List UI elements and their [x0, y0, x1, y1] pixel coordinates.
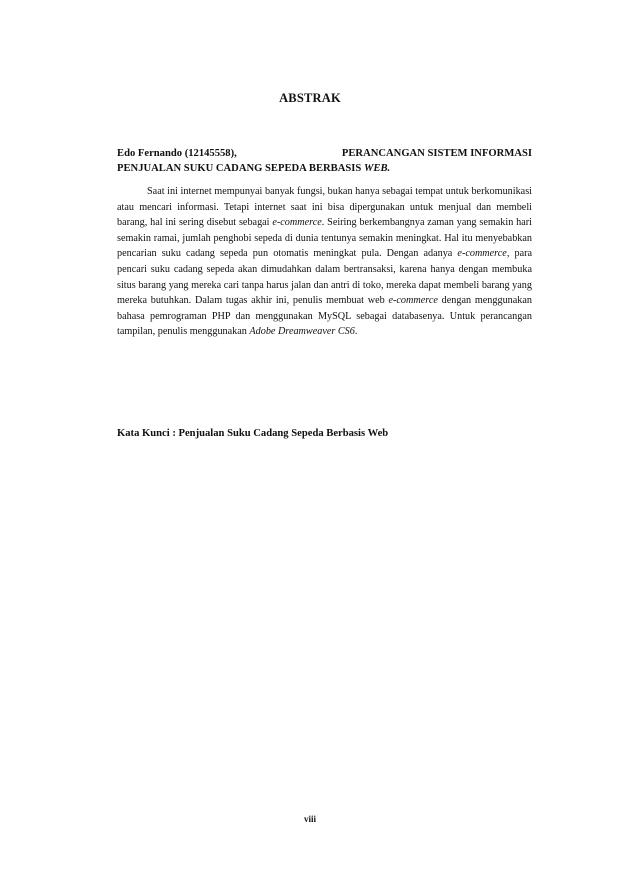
paragraph-segment-italic: e-commerce — [388, 295, 438, 307]
keywords-line: Kata Kunci : Penjualan Suku Cadang Sepeda Berbasis Web — [117, 428, 389, 439]
paragraph-segment: , para pencari suku cadang sepeda akan dimudahkan dalam bertransaksi, karena hanya dengan membuka situs barang yang mereka cari tanpa harus jalan dan antri di toko, mereka dapat membeli barang yang mereka butuhkan. Dalam tugas akhir ini, penulis membuat web — [117, 248, 533, 307]
paragraph-segment: dengan menggunakan bahasa pemrograman PHP dan menggunakan MySQL sebagai databasenya. Untuk perancangan tampilan, penulis menggunakan — [117, 295, 532, 338]
paragraph-segment-italic: e-commerce — [457, 248, 507, 260]
paragraph-segment: . Seiring berkembangnya zaman yang semakin hari semakin ramai, jumlah penghobi sepeda di dunia tentunya semakin meningkat. Hal itu menyebabkan pencarian suku cadang sepeda pun otomatis meningkat pula. Dengan adanya — [117, 217, 532, 260]
thesis-title-part-1: PERANCANGAN SISTEM INFORMASI — [341, 148, 532, 159]
thesis-title-part-2: PENJUALAN SUKU CADANG SEPEDA BERBASIS — [117, 163, 362, 174]
abstract-header — [117, 146, 532, 176]
page-number: viii — [303, 814, 316, 824]
abstract-title: ABSTRAK — [279, 91, 341, 105]
paragraph-segment-italic: Adobe Dreamweaver CS6 — [249, 326, 355, 338]
thesis-title-web: WEB. — [363, 163, 391, 174]
header-line-2 — [117, 161, 532, 176]
paragraph-segment: . — [354, 326, 358, 338]
header-line-1 — [117, 146, 532, 161]
abstract-paragraph — [117, 184, 532, 340]
paragraph-segment-italic: e-commerce — [272, 217, 322, 229]
author-name: Edo Fernando (12145558), — [117, 148, 237, 159]
paragraph-segment: Saat ini internet mempunyai banyak fungsi, bukan hanya sebagai tempat untuk berkomunikasi atau mencari informasi. Tetapi internet saat ini bisa dipergunakan untuk menjual dan membeli barang, hal ini sering disebut sebagai — [117, 186, 532, 229]
